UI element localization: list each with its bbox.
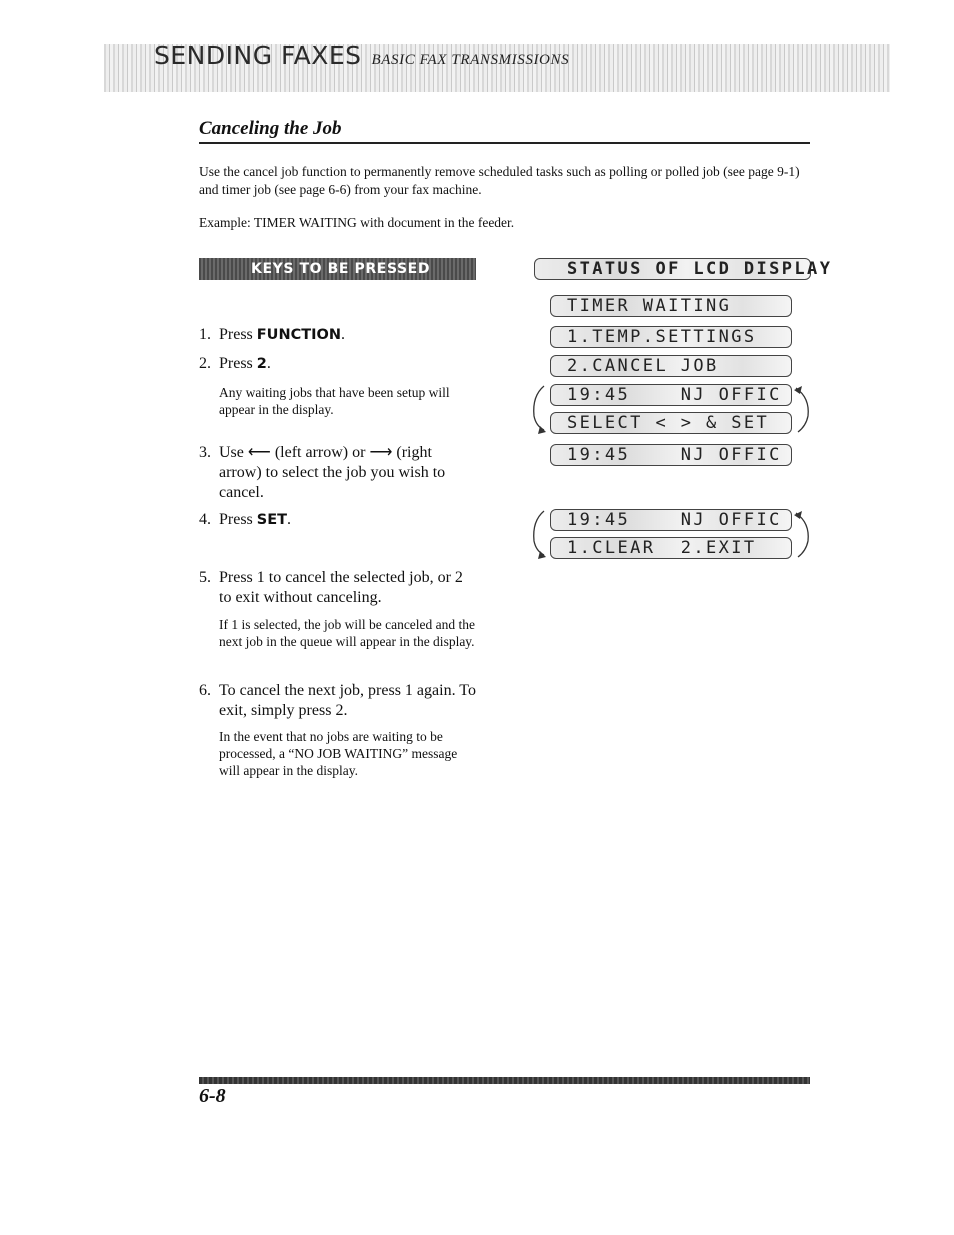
step-text: Press xyxy=(219,511,257,528)
step-5 xyxy=(199,568,477,608)
step-number: 5. xyxy=(199,569,211,586)
section-divider xyxy=(199,142,810,144)
step-text: Press xyxy=(219,355,257,372)
page-header-banner xyxy=(104,41,890,92)
step-number: 4. xyxy=(199,511,211,528)
lcd-display: 1.CLEAR 2.EXIT xyxy=(550,537,792,559)
keys-column-header: KEYS TO BE PRESSED xyxy=(199,258,476,280)
step-2 xyxy=(199,354,477,374)
step-3 xyxy=(199,443,477,503)
step-number: 1. xyxy=(199,326,211,343)
lcd-display: 19:45 NJ OFFIC xyxy=(550,509,792,531)
step-4 xyxy=(199,510,477,530)
example-text: Example: TIMER WAITING with document in the feeder. xyxy=(199,215,515,230)
step-number: 3. xyxy=(199,444,211,461)
lcd-display: 2.CANCEL JOB xyxy=(550,355,792,377)
intro-paragraph: Use the cancel job function to permanently remove scheduled tasks such as polling or polled job (see page 9-1) and timer job (see page 6-6) from your fax machine. xyxy=(199,164,800,197)
step-2-note: Any waiting jobs that have been setup will appear in the display. xyxy=(219,385,450,417)
alternating-left-arrow-icon xyxy=(528,507,550,563)
key-set: SET xyxy=(256,512,288,528)
footer-divider xyxy=(199,1077,810,1084)
step-5-note: If 1 is selected, the job will be canceled and the next job in the queue will appear in the display. xyxy=(219,617,476,649)
step-punct: . xyxy=(287,511,292,528)
lcd-display: SELECT < > & SET xyxy=(550,412,792,434)
alternating-right-arrow-icon xyxy=(792,382,814,438)
page-number: 6-8 xyxy=(199,1085,226,1107)
chapter-subtitle: BASIC FAX TRANSMISSIONS xyxy=(371,52,570,68)
step-text: Press 1 to cancel the selected job, or 2 to exit without canceling. xyxy=(219,569,463,606)
lcd-display: 19:45 NJ OFFIC xyxy=(550,384,792,406)
step-1 xyxy=(199,325,477,345)
step-6 xyxy=(199,681,477,721)
key-function: FUNCTION xyxy=(256,327,341,343)
step-punct: . xyxy=(341,326,345,343)
chapter-title: SENDING FAXES xyxy=(154,41,362,70)
step-number: 6. xyxy=(199,682,211,699)
step-text: To cancel the next job, press 1 again. To exit, simply press 2. xyxy=(219,682,476,719)
key-2: 2 xyxy=(256,356,267,372)
alternating-right-arrow-icon xyxy=(792,507,814,563)
step-punct: . xyxy=(266,355,271,372)
alternating-left-arrow-icon xyxy=(528,382,550,438)
lcd-display: 19:45 NJ OFFIC xyxy=(550,444,792,466)
section-title: Canceling the Job xyxy=(199,118,342,139)
step-text: Press xyxy=(219,326,257,343)
lcd-display: TIMER WAITING xyxy=(550,295,792,317)
step-text: Use ⟵ (left arrow) or ⟶ (right arrow) to select the job you wish to cancel. xyxy=(219,444,446,501)
lcd-column-header: STATUS OF LCD DISPLAY xyxy=(534,258,811,280)
lcd-display: 1.TEMP.SETTINGS xyxy=(550,326,792,348)
step-6-note: In the event that no jobs are waiting to be processed, a “NO JOB WAITING” message will appear in the display. xyxy=(219,729,458,778)
step-number: 2. xyxy=(199,355,211,372)
